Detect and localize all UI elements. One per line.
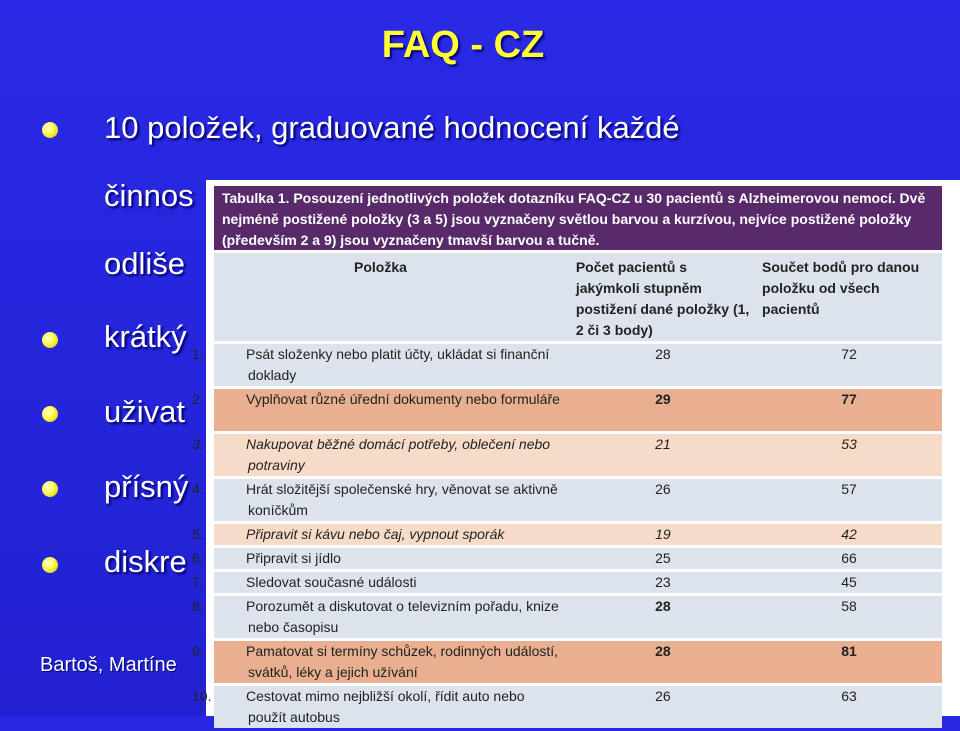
- count-cell: 25: [570, 548, 756, 569]
- sum-cell: 63: [756, 686, 942, 728]
- slide-title: FAQ - CZ: [381, 24, 545, 66]
- bullet-dot: [42, 122, 58, 138]
- count-cell: 21: [570, 434, 756, 476]
- table-row: [214, 641, 942, 683]
- sum-cell: 66: [756, 548, 942, 569]
- sum-cell: 72: [756, 344, 942, 386]
- sum-cell: 77: [756, 389, 942, 431]
- count-cell: 28: [570, 641, 756, 683]
- item-cell: 4. Hrát složitější společenské hry, věnovat se aktivně koníčkům: [214, 479, 570, 521]
- sum-cell: 81: [756, 641, 942, 683]
- item-cell: 7. Sledovat současné události: [214, 572, 570, 593]
- item-cell: 2. Vyplňovat různé úřední dokumenty nebo formuláře: [214, 389, 570, 431]
- bullet-text: uživat: [104, 394, 185, 429]
- table-row: [214, 479, 942, 521]
- bullet-dot: [42, 481, 58, 497]
- table-caption: Tabulka 1. Posouzení jednotlivých položek dotazníku FAQ-CZ u 30 pacientů s Alzheimerovou nemocí. Dvě nejméně postižené položky (3 a 5) jsou vyznačeny světlou barvou a kurzívou, nejvíce postižené položky (především 2 a 9) jsou vyznačeny tmavší barvou a tučně.: [214, 186, 942, 250]
- item-cell: 1. Psát složenky nebo platit účty, ukládat si finanční doklady: [214, 344, 570, 386]
- sum-cell: 58: [756, 596, 942, 638]
- footer-citation: Bartoš, Martíne: [40, 654, 177, 676]
- column-header-item: Položka: [214, 253, 570, 341]
- table-row: [214, 389, 942, 431]
- sum-cell: 45: [756, 572, 942, 593]
- item-cell: 6. Připravit si jídlo: [214, 548, 570, 569]
- column-header-count: Počet pacientů s jakýmkoli stupněm postižení dané položky (1, 2 či 3 body): [570, 253, 756, 341]
- bullet-text: krátký: [104, 319, 187, 354]
- bullet-text: přísný: [104, 469, 189, 504]
- count-cell: 26: [570, 686, 756, 728]
- count-cell: 28: [570, 596, 756, 638]
- sum-cell: 57: [756, 479, 942, 521]
- table-row: [214, 344, 942, 386]
- count-cell: 26: [570, 479, 756, 521]
- item-cell: 8. Porozumět a diskutovat o televizním pořadu, knize nebo časopisu: [214, 596, 570, 638]
- bullet-text: diskre: [104, 544, 187, 579]
- count-cell: 23: [570, 572, 756, 593]
- item-cell: 5. Připravit si kávu nebo čaj, vypnout sporák: [214, 524, 570, 545]
- table-row: [214, 596, 942, 638]
- table-header-row: [214, 253, 942, 341]
- bullet-dot: [42, 557, 58, 573]
- bullet-dot: [42, 406, 58, 422]
- bullet-text-continued: činnos: [104, 178, 194, 213]
- sum-cell: 42: [756, 524, 942, 545]
- count-cell: 19: [570, 524, 756, 545]
- table-row: [214, 686, 942, 728]
- count-cell: 28: [570, 344, 756, 386]
- bullet-text: 10 položek, graduované hodnocení každé: [104, 110, 680, 145]
- item-cell: 3. Nakupovat běžné domácí potřeby, oblečení nebo potraviny: [214, 434, 570, 476]
- column-header-sum: Součet bodů pro danou položku od všech pacientů: [756, 253, 942, 341]
- item-cell: 10. Cestovat mimo nejbližší okolí, řídit auto nebo použít autobus: [214, 686, 570, 728]
- bullet-text-continued: odliše: [104, 246, 185, 281]
- count-cell: 29: [570, 389, 756, 431]
- table-row: [214, 524, 942, 545]
- table-row: [214, 572, 942, 593]
- table-row: [214, 548, 942, 569]
- item-cell: 9. Pamatovat si termíny schůzek, rodinných událostí, svátků, léky a jejich užívání: [214, 641, 570, 683]
- sum-cell: 53: [756, 434, 942, 476]
- table-row: [214, 434, 942, 476]
- faq-table: [192, 250, 942, 731]
- bullet-dot: [42, 332, 58, 348]
